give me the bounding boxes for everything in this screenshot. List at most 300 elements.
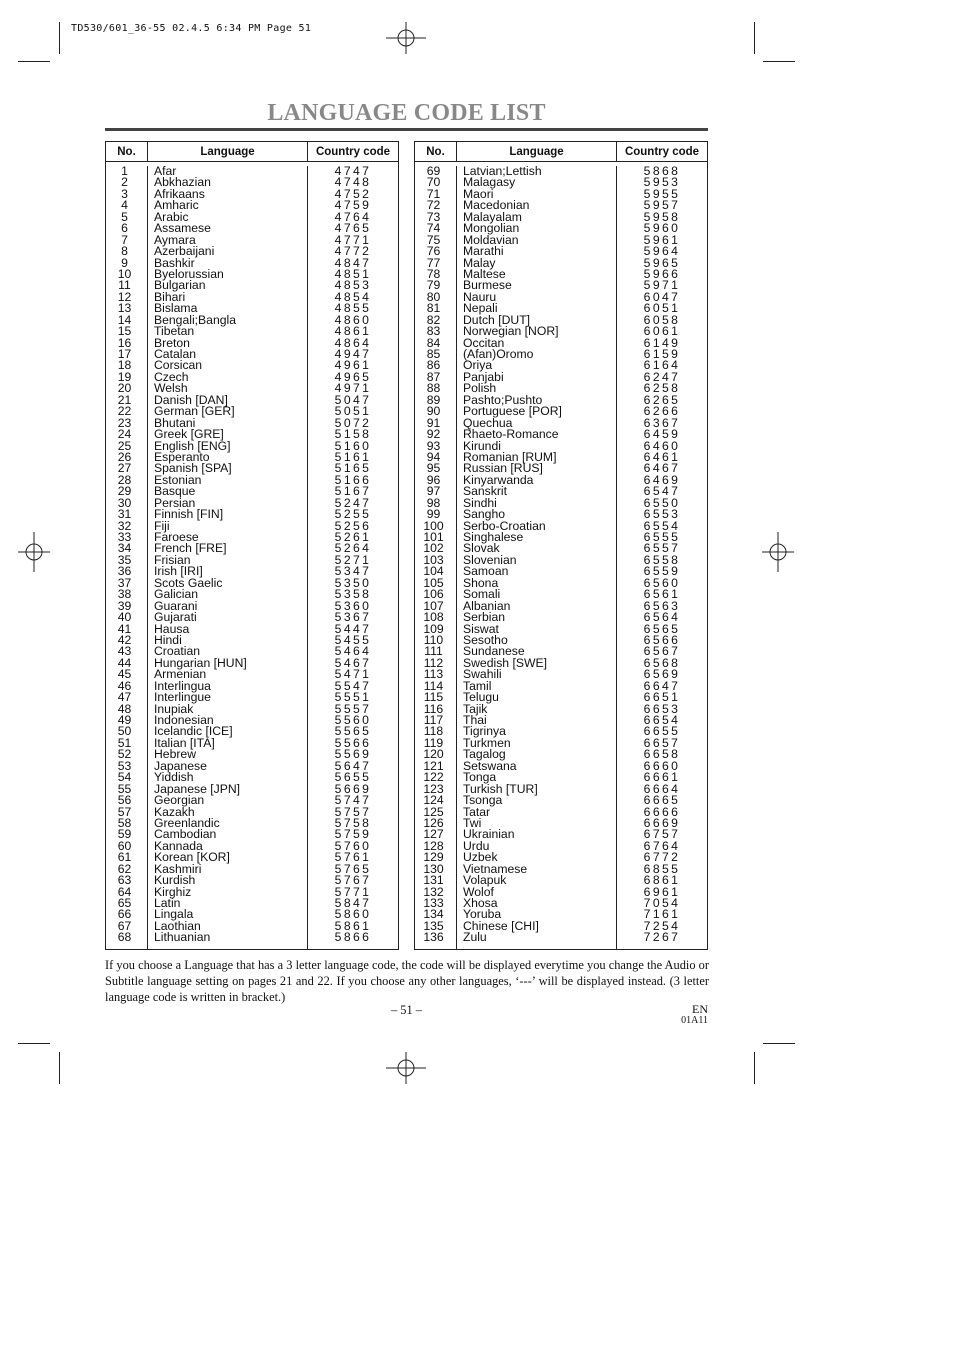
language-name: Volapuk — [463, 873, 507, 888]
language-name: Scots Gaelic — [154, 575, 223, 590]
row-number: 48 — [117, 701, 132, 716]
language-name: Bihari — [154, 289, 186, 304]
country-code: 5247 — [334, 495, 372, 510]
country-code: 5759 — [334, 827, 372, 842]
crop-mark — [59, 1052, 60, 1084]
language-name: Esperanto — [154, 449, 210, 464]
row-number: 132 — [423, 884, 444, 899]
row-number: 97 — [426, 484, 441, 499]
language-name: Portuguese [POR] — [463, 404, 562, 419]
row-number: 59 — [117, 827, 132, 842]
language-name: Kashmiri — [154, 861, 202, 876]
row-number: 11 — [118, 278, 131, 293]
country-code: 5455 — [334, 632, 372, 647]
row-number: 31 — [117, 507, 132, 522]
country-code: 5847 — [334, 896, 372, 910]
country-code: 6569 — [643, 667, 681, 682]
country-code: 4947 — [334, 347, 372, 361]
header-no: No. — [415, 142, 457, 161]
language-column — [457, 166, 616, 944]
row-number: 40 — [117, 610, 132, 625]
row-number: 5 — [121, 209, 128, 224]
language-name: Catalan — [154, 347, 197, 361]
country-code: 5047 — [334, 392, 372, 407]
country-code: 4961 — [334, 358, 372, 373]
language-name: Somali — [463, 587, 501, 602]
country-code: 5560 — [334, 713, 372, 727]
language-name: Sundanese — [463, 644, 525, 659]
row-number: 122 — [423, 770, 444, 785]
row-number: 54 — [117, 770, 132, 785]
country-code: 4847 — [334, 255, 372, 270]
row-number: 78 — [426, 266, 441, 281]
language-name: Malagasy — [463, 175, 516, 190]
language-name: Malayalam — [463, 209, 522, 224]
row-number: 113 — [423, 667, 444, 682]
language-name: Spanish [SPA] — [154, 461, 232, 476]
doc-code: 01A11 — [681, 1015, 708, 1026]
row-number: 26 — [117, 449, 132, 464]
language-name: Tigrinya — [463, 724, 506, 739]
country-code: 6647 — [643, 678, 681, 693]
language-name: Cambodian — [154, 827, 217, 842]
row-number: 8 — [121, 244, 128, 259]
title-rule — [105, 128, 708, 131]
row-number: 66 — [117, 907, 132, 922]
language-name: Yoruba — [463, 907, 502, 922]
country-code: 6661 — [643, 770, 681, 785]
country-code: 4855 — [334, 301, 372, 316]
language-name: Japanese [JPN] — [154, 781, 241, 796]
language-name: Kazakh — [154, 804, 195, 819]
row-number: 86 — [426, 358, 441, 373]
country-code: 5765 — [334, 861, 372, 876]
language-name: Persian — [154, 495, 196, 510]
language-name: Rhaeto-Romance — [463, 427, 559, 442]
row-number: 7 — [121, 232, 128, 247]
language-mark — [640, 1003, 708, 1027]
language-name: Galician — [154, 587, 199, 602]
row-number: 81 — [426, 301, 441, 316]
country-code: 6559 — [643, 564, 681, 579]
language-name: Japanese — [154, 758, 207, 773]
language-name: Hungarian [HUN] — [154, 655, 247, 670]
country-code: 5471 — [334, 667, 372, 682]
row-number: 55 — [117, 781, 132, 796]
code-column — [617, 166, 707, 944]
row-number: 127 — [423, 827, 444, 842]
row-number: 71 — [426, 186, 441, 201]
language-name: Bengali;Bangla — [154, 312, 236, 327]
language-name: Latvian;Lettish — [463, 164, 542, 178]
row-number: 24 — [117, 427, 132, 442]
crop-mark — [754, 1052, 755, 1084]
row-number: 2 — [121, 175, 128, 190]
country-code: 6654 — [643, 713, 681, 727]
table-body — [415, 162, 707, 949]
country-code: 4752 — [334, 186, 372, 201]
language-name: Quechua — [463, 415, 513, 430]
country-code: 5467 — [334, 655, 372, 670]
language-name: Kirghiz — [154, 884, 192, 899]
language-name: Vietnamese — [463, 861, 528, 876]
country-code: 5767 — [334, 873, 372, 888]
registration-mark-icon — [14, 532, 54, 572]
row-number: 25 — [117, 438, 132, 453]
row-number: 98 — [426, 495, 441, 510]
row-number: 121 — [423, 758, 444, 773]
row-number: 118 — [423, 724, 444, 739]
language-name: Swedish [SWE] — [463, 655, 547, 670]
country-code: 5165 — [334, 461, 372, 476]
row-number: 62 — [117, 861, 132, 876]
row-number: 82 — [426, 312, 441, 327]
row-number: 6 — [121, 221, 128, 236]
language-name: Chinese [CHI] — [463, 918, 539, 933]
country-code: 5547 — [334, 678, 372, 693]
country-code: 6655 — [643, 724, 681, 739]
row-number: 52 — [117, 747, 132, 762]
row-number: 69 — [426, 164, 441, 178]
country-code: 6061 — [643, 324, 681, 339]
row-number: 93 — [426, 438, 441, 453]
language-name: Tibetan — [154, 324, 195, 339]
row-number: 75 — [426, 232, 441, 247]
language-name: Turkish [TUR] — [463, 781, 538, 796]
country-code: 5464 — [334, 644, 372, 659]
row-number: 57 — [117, 804, 132, 819]
language-name: Lingala — [154, 907, 194, 922]
country-code: 4864 — [334, 335, 372, 350]
row-number: 44 — [117, 655, 132, 670]
print-slug: TD530/601_36-55 02.4.5 6:34 PM Page 51 — [71, 23, 312, 34]
language-name: Siswat — [463, 621, 499, 636]
row-number: 4 — [121, 198, 128, 213]
country-code: 4854 — [334, 289, 372, 304]
language-name: Amharic — [154, 198, 199, 213]
language-name: Slovak — [463, 541, 500, 556]
language-name: Laothian — [154, 918, 201, 933]
row-number: 126 — [423, 815, 444, 830]
language-name: Turkmen — [463, 735, 511, 750]
country-code: 5760 — [334, 838, 372, 853]
row-number: 9 — [121, 255, 128, 270]
language-name: Gujarati — [154, 610, 197, 625]
country-code: 6961 — [643, 884, 681, 899]
country-code: 6855 — [643, 861, 681, 876]
country-code: 5647 — [334, 758, 372, 773]
country-code: 6566 — [643, 632, 681, 647]
country-code: 5747 — [334, 793, 372, 808]
crop-mark — [754, 22, 755, 54]
language-name: Faroese — [154, 530, 199, 544]
registration-mark-icon — [386, 1048, 426, 1088]
language-name: Russian [RUS] — [463, 461, 543, 476]
country-code: 6651 — [643, 690, 681, 705]
country-code: 6051 — [643, 301, 681, 316]
language-name: Xhosa — [463, 896, 498, 910]
language-name: Ukrainian — [463, 827, 515, 842]
language-name: Dutch [DUT] — [463, 312, 531, 327]
country-code: 6247 — [643, 369, 681, 384]
header-language: Language — [457, 142, 617, 161]
row-number: 110 — [423, 632, 444, 647]
row-number: 94 — [426, 449, 441, 464]
country-code: 5655 — [334, 770, 372, 785]
country-code: 6664 — [643, 781, 681, 796]
country-code: 6164 — [643, 358, 681, 373]
row-number: 47 — [117, 690, 132, 705]
row-number: 45 — [117, 667, 132, 682]
country-code: 5350 — [334, 575, 372, 590]
country-code: 6861 — [643, 873, 681, 888]
language-name: Tsonga — [463, 793, 503, 808]
row-number: 77 — [426, 255, 441, 270]
crop-mark — [763, 61, 795, 62]
country-code: 6555 — [643, 530, 681, 544]
row-number: 108 — [423, 610, 444, 625]
country-code: 7161 — [643, 907, 681, 922]
language-name: Fiji — [154, 518, 170, 533]
header-country-code: Country code — [315, 145, 391, 158]
language-name: Tagalog — [463, 747, 506, 762]
row-number: 90 — [426, 404, 441, 419]
language-name: Greek [GRE] — [154, 427, 224, 442]
row-number: 79 — [426, 278, 441, 293]
code-column — [308, 166, 398, 944]
language-name: Samoan — [463, 564, 509, 579]
country-code: 5160 — [334, 438, 372, 453]
language-name: English [ENG] — [154, 438, 231, 453]
row-number: 95 — [426, 461, 441, 476]
language-name: Irish [IRI] — [154, 564, 203, 579]
row-number: 106 — [423, 587, 444, 602]
row-number: 22 — [117, 404, 132, 419]
country-code: 6669 — [643, 815, 681, 830]
row-number: 105 — [423, 575, 444, 590]
language-name: Corsican — [154, 358, 203, 373]
language-name: Kannada — [154, 838, 203, 853]
language-name: Bulgarian — [154, 278, 206, 293]
row-number: 72 — [426, 198, 441, 213]
country-code: 6469 — [643, 472, 681, 487]
country-code: 6757 — [643, 827, 681, 842]
row-number: 68 — [117, 930, 132, 945]
country-code: 4765 — [334, 221, 372, 236]
page-number: – 51 – — [391, 1003, 422, 1017]
language-name: Shona — [463, 575, 499, 590]
country-code: 5261 — [334, 530, 372, 544]
row-number: 112 — [423, 655, 444, 670]
language-name: Setswana — [463, 758, 517, 773]
row-number: 117 — [423, 713, 444, 727]
row-number: 16 — [117, 335, 132, 350]
country-code: 5566 — [334, 735, 372, 750]
language-name: Tatar — [463, 804, 491, 819]
registration-mark-icon — [758, 532, 798, 572]
language-name: Bhutani — [154, 415, 196, 430]
language-name: (Afan)Oromo — [463, 347, 534, 361]
country-code: 5551 — [334, 690, 372, 705]
language-name: Oriya — [463, 358, 493, 373]
row-number: 128 — [423, 838, 444, 853]
language-name: Korean [KOR] — [154, 850, 230, 865]
row-number: 33 — [117, 530, 132, 544]
row-number: 21 — [117, 392, 132, 407]
country-code: 6560 — [643, 575, 681, 590]
country-code: 6460 — [643, 438, 681, 453]
page-title: LANGUAGE CODE LIST — [267, 100, 546, 126]
country-code: 6653 — [643, 701, 681, 716]
language-name: Latin — [154, 896, 181, 910]
row-number: 29 — [117, 484, 132, 499]
table-header — [106, 142, 398, 162]
language-name: Albanian — [463, 598, 511, 613]
row-number: 12 — [117, 289, 132, 304]
row-number: 111 — [424, 644, 443, 659]
row-number: 13 — [117, 301, 132, 316]
row-number: 84 — [426, 335, 441, 350]
row-number: 101 — [423, 530, 444, 544]
row-number: 107 — [423, 598, 444, 613]
language-name: Kinyarwanda — [463, 472, 534, 487]
language-name: Icelandic [ICE] — [154, 724, 233, 739]
language-name: Tamil — [463, 678, 492, 693]
country-code: 5271 — [334, 552, 372, 567]
country-code: 6550 — [643, 495, 681, 510]
registration-mark-icon — [386, 18, 426, 58]
language-name: Croatian — [154, 644, 201, 659]
country-code: 6367 — [643, 415, 681, 430]
country-code: 5757 — [334, 804, 372, 819]
country-code: 5358 — [334, 587, 372, 602]
country-code: 5971 — [643, 278, 681, 293]
language-name: Swahili — [463, 667, 502, 682]
row-number: 89 — [426, 392, 441, 407]
row-number: 102 — [423, 541, 444, 556]
language-name: Twi — [463, 815, 482, 830]
country-code: 7054 — [643, 896, 681, 910]
country-code: 5072 — [334, 415, 372, 430]
country-code: 6657 — [643, 735, 681, 750]
header-country-code: Country code — [624, 145, 700, 158]
country-code: 6565 — [643, 621, 681, 636]
lang-mark: EN — [692, 1002, 708, 1016]
row-number: 30 — [117, 495, 132, 510]
country-code: 6558 — [643, 552, 681, 567]
language-name: Tajik — [463, 701, 488, 716]
language-name: Interlingue — [154, 690, 211, 705]
row-number: 35 — [117, 552, 132, 567]
row-number: 91 — [426, 415, 441, 430]
row-number: 56 — [117, 793, 132, 808]
row-number: 133 — [423, 896, 444, 910]
row-number: 88 — [426, 381, 441, 396]
row-number: 123 — [423, 781, 444, 796]
language-name: Zulu — [463, 930, 487, 945]
row-number: 87 — [426, 369, 441, 384]
language-name: Marathi — [463, 244, 504, 259]
crop-mark — [59, 22, 60, 54]
row-number: 109 — [423, 621, 444, 636]
row-number: 124 — [423, 793, 444, 808]
language-name: Armenian — [154, 667, 207, 682]
language-name: Sesotho — [463, 632, 508, 647]
country-code: 5669 — [334, 781, 372, 796]
language-name: Breton — [154, 335, 190, 350]
language-name: Uzbek — [463, 850, 498, 865]
country-code: 5861 — [334, 918, 372, 933]
row-number: 136 — [423, 930, 444, 945]
country-code: 4971 — [334, 381, 372, 396]
country-code: 5953 — [643, 175, 681, 190]
row-number: 19 — [117, 369, 132, 384]
language-name: Basque — [154, 484, 196, 499]
row-number: 80 — [426, 289, 441, 304]
language-name: Serbo-Croatian — [463, 518, 546, 533]
language-name: Assamese — [154, 221, 211, 236]
language-name: Frisian — [154, 552, 191, 567]
country-code: 6461 — [643, 449, 681, 464]
row-number: 115 — [423, 690, 444, 705]
row-number: 73 — [426, 209, 441, 224]
country-code: 5264 — [334, 541, 372, 556]
language-table-left — [105, 141, 399, 950]
row-number: 92 — [426, 427, 441, 442]
country-code: 7267 — [643, 930, 681, 945]
language-name: Nauru — [463, 289, 497, 304]
country-code: 6764 — [643, 838, 681, 853]
language-name: Kirundi — [463, 438, 501, 453]
row-number: 129 — [423, 850, 444, 865]
table-header — [415, 142, 707, 162]
country-code: 5761 — [334, 850, 372, 865]
country-code: 5161 — [334, 449, 372, 464]
country-code: 5158 — [334, 427, 372, 442]
header-language: Language — [148, 142, 308, 161]
row-number: 134 — [423, 907, 444, 922]
language-name: Lithuanian — [154, 930, 211, 945]
language-name: Greenlandic — [154, 815, 220, 830]
language-name: Maltese — [463, 266, 506, 281]
row-number: 104 — [423, 564, 444, 579]
country-code: 4861 — [334, 324, 372, 339]
country-code: 6459 — [643, 427, 681, 442]
crop-mark — [18, 1043, 50, 1044]
language-name: Kurdish — [154, 873, 196, 888]
country-code: 4772 — [334, 244, 372, 259]
language-name: Romanian [RUM] — [463, 449, 557, 464]
row-number: 99 — [426, 507, 441, 522]
country-code: 6666 — [643, 804, 681, 819]
country-code: 4748 — [334, 175, 372, 190]
row-number: 41 — [117, 621, 132, 636]
row-number: 74 — [426, 221, 441, 236]
country-code: 5565 — [334, 724, 372, 739]
country-code: 5255 — [334, 507, 372, 522]
crop-mark — [18, 61, 50, 62]
language-name: Mongolian — [463, 221, 520, 236]
language-name: Guarani — [154, 598, 198, 613]
country-code: 6058 — [643, 312, 681, 327]
language-name: Italian [ITA] — [154, 735, 215, 750]
row-number: 100 — [423, 518, 444, 533]
language-name: Panjabi — [463, 369, 504, 384]
language-name: Welsh — [154, 381, 188, 396]
country-code: 6159 — [643, 347, 681, 361]
country-code: 6265 — [643, 392, 681, 407]
language-name: Indonesian — [154, 713, 214, 727]
